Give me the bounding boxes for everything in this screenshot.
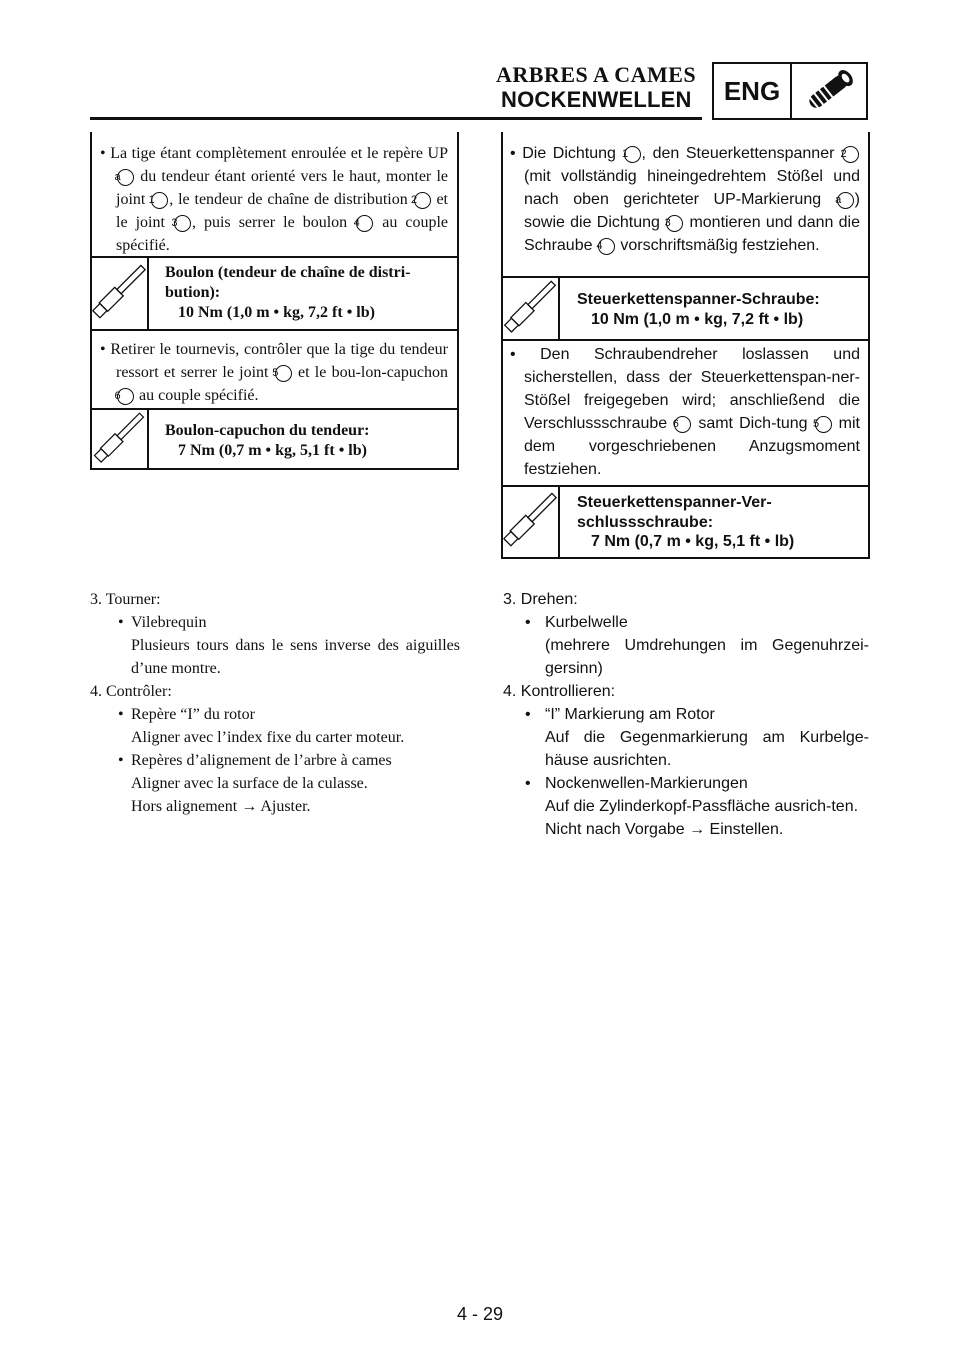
torque-spec-name: Boulon-capuchon du tendeur: (165, 422, 370, 439)
torque-wrench-icon (92, 410, 146, 468)
page-number: 4 - 29 (456, 1304, 504, 1324)
marker-5: 5 (815, 416, 832, 433)
step-3-detail: Plusieurs tours dans le sens inverse des aiguilles d’une montre. (131, 637, 460, 677)
torque-spec-name: schlussschraube: (577, 514, 714, 531)
marker-5: 5 (275, 365, 292, 382)
step-4-detail: Auf die Gegenmarkierung am Kurbelge-häuse ausrichten. (545, 729, 869, 769)
torque-spec-value: 10 Nm (1,0 m • kg, 7,2 ft • lb) (178, 304, 375, 321)
torque-spec-value: 7 Nm (0,7 m • kg, 5,1 ft • lb) (591, 533, 795, 550)
step-4-item: Repères d’alignement de l’arbre à cames (131, 752, 392, 769)
section-title-fr: ARBRES A CAMES (496, 62, 697, 87)
step-4-item: Nockenwellen-Markierungen (545, 775, 748, 792)
marker-3: 3 (174, 215, 191, 232)
step-4-title: 4. Contrôler: (90, 683, 172, 700)
section-title-de: NOCKENWELLEN (501, 87, 692, 112)
divider (90, 256, 459, 258)
step-4-item: Repère “I” du rotor (131, 706, 255, 723)
step-3-item: Kurbelwelle (545, 614, 628, 631)
torque-spec-name: Boulon (tendeur de chaîne de distri-bution): (165, 264, 411, 301)
torque-wrench-icon (503, 490, 557, 552)
marker-2: 2 (414, 192, 431, 209)
marker-2: 2 (842, 146, 859, 163)
left-instruction-1: • La tige étant complètement enroulée et le repère UP a du tendeur étant orienté vers le haut, monter le joint 1 , le tendeur de chaîne de distribution 2 et le joint 3 , puis serrer le boulon 4 au couple spécifié. (100, 145, 448, 254)
step-3-item: Vilebrequin (131, 614, 207, 631)
step-4-item: “I” Markierung am Rotor (545, 706, 715, 723)
divider (501, 485, 870, 487)
torque-wrench-icon (503, 278, 557, 338)
torque-wrench-icon (92, 262, 146, 324)
marker-6: 6 (674, 416, 691, 433)
step-4-title: 4. Kontrollieren: (503, 683, 616, 700)
marker-6: 6 (117, 388, 134, 405)
marker-1: 1 (151, 192, 168, 209)
left-steps: 3. Tourner: • Vilebrequin Plusieurs tours dans le sens inverse des aiguilles d’une montre. 4. Contrôler: • Repère “I” du rotor Aligner avec l’index fixe du carter moteur. • Repères d’alignement de l’arbre à cames Aligner avec la surface de la culasse. Hors alignement → Ajuster. (90, 588, 460, 818)
torque-spec-name: Steuerkettenspanner-Ver- (577, 494, 772, 511)
marker-a: a (117, 169, 134, 186)
header-rule (90, 117, 702, 120)
step-4-detail: Hors alignement → Ajuster. (131, 798, 311, 815)
torque-spec-value: 7 Nm (0,7 m • kg, 5,1 ft • lb) (178, 442, 367, 459)
torque-cell-divider (558, 278, 560, 340)
torque-cell-divider (147, 410, 149, 469)
marker-1: 1 (624, 146, 641, 163)
left-instruction-2: • Retirer le tournevis, contrôler que la tige du tendeur ressort et serrer le joint 5 et le bou-lon-capuchon 6 au couple spécifié. (100, 341, 448, 404)
marker-4: 4 (356, 215, 373, 232)
divider (90, 329, 459, 331)
marker-4: 4 (598, 238, 615, 255)
step-3-detail: (mehrere Umdrehungen im Gegenuhrzei-gersinn) (545, 637, 869, 677)
marker-3: 3 (666, 215, 683, 232)
right-steps: 3. Drehen: • Kurbelwelle (mehrere Umdrehungen im Gegenuhrzei-gersinn) 4. Kontrollieren: • “I” Markierung am Rotor Auf die Gegenmarkierung am Kurbelge-häuse ausrichten. • Nockenwellen-Markierungen Auf die Zylinderkopf-Passfläche ausrich-ten. Nicht nach Vorgabe → Einstellen. (503, 588, 869, 841)
step-3-title: 3. Tourner: (90, 591, 161, 608)
step-3-title: 3. Drehen: (503, 591, 578, 608)
right-instruction-1: • Die Dichtung 1 , den Steuerkettenspanner 2 (mit vollständig hineingedrehtem Stößel und nach oben gerichteter UP-Markierung a ) sowie die Dichtung 3 montieren und dann die Schraube 4 vorschriftsmäßig festziehen. (510, 145, 860, 254)
engine-camshaft-icon (790, 62, 868, 120)
marker-a: a (837, 192, 854, 209)
step-4-detail: Aligner avec l’index fixe du carter moteur. (131, 729, 405, 746)
step-4-detail: Auf die Zylinderkopf-Passfläche ausrich-ten. (545, 798, 859, 815)
torque-cell-divider (147, 258, 149, 330)
right-instruction-2: • Den Schraubendreher loslassen und sicherstellen, dass der Steuerkettenspan-ner-Stößel freigegeben wird; anschließend die Verschlussschraube 6 samt Dich-tung 5 mit dem vorgeschriebenen Anzugsmoment festziehen. (510, 346, 861, 478)
step-4-detail: Aligner avec la surface de la culasse. (131, 775, 368, 792)
eng-section-badge: ENG (712, 62, 792, 120)
divider (501, 339, 870, 341)
torque-spec-name: Steuerkettenspanner-Schraube: (577, 291, 820, 308)
torque-cell-divider (558, 487, 560, 558)
torque-spec-value: 10 Nm (1,0 m • kg, 7,2 ft • lb) (591, 311, 804, 328)
step-4-detail: Nicht nach Vorgabe → Einstellen. (545, 821, 784, 838)
